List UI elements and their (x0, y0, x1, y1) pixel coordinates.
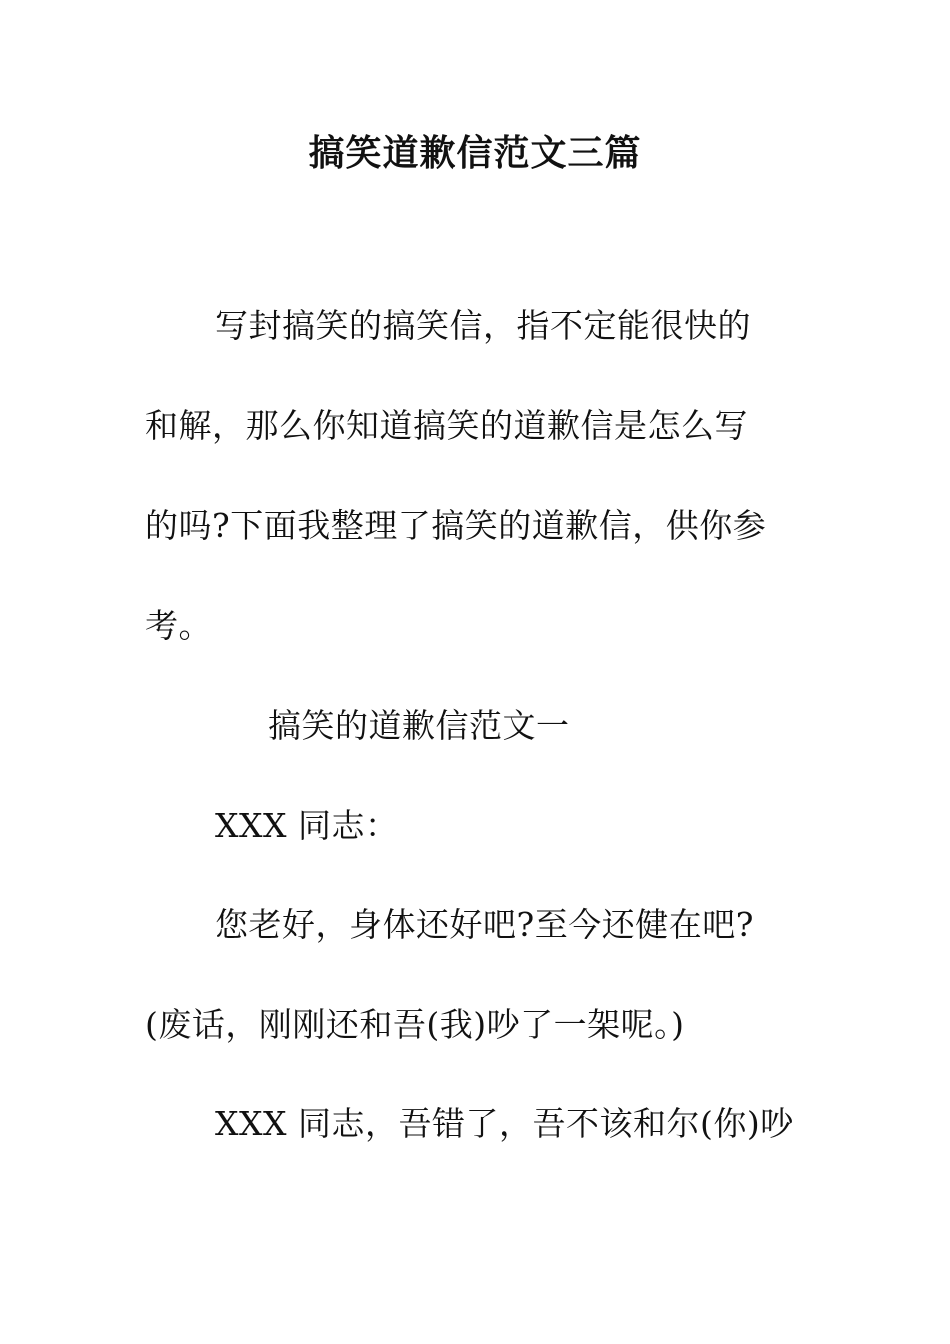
letter-salutation: XXX 同志： (215, 806, 399, 845)
section-heading: 搞笑的道歉信范文一 (268, 706, 570, 745)
body-line-9: XXX 同志，吾错了，吾不该和尔(你)吵 (215, 1104, 794, 1143)
body-line-8: (废话，刚刚还和吾(我)吵了一架呢。) (145, 1005, 685, 1044)
body-line-4: 考。 (145, 606, 212, 645)
body-line-7: 您老好，身体还好吧?至今还健在吧? (215, 905, 754, 944)
body-line-1: 写封搞笑的搞笑信，指不定能很快的 (215, 306, 751, 345)
document-title: 搞笑道歉信范文三篇 (308, 132, 642, 174)
body-line-2: 和解，那么你知道搞笑的道歉信是怎么写 (145, 406, 748, 445)
body-line-3: 的吗?下面我整理了搞笑的道歉信，供你参 (145, 506, 767, 545)
